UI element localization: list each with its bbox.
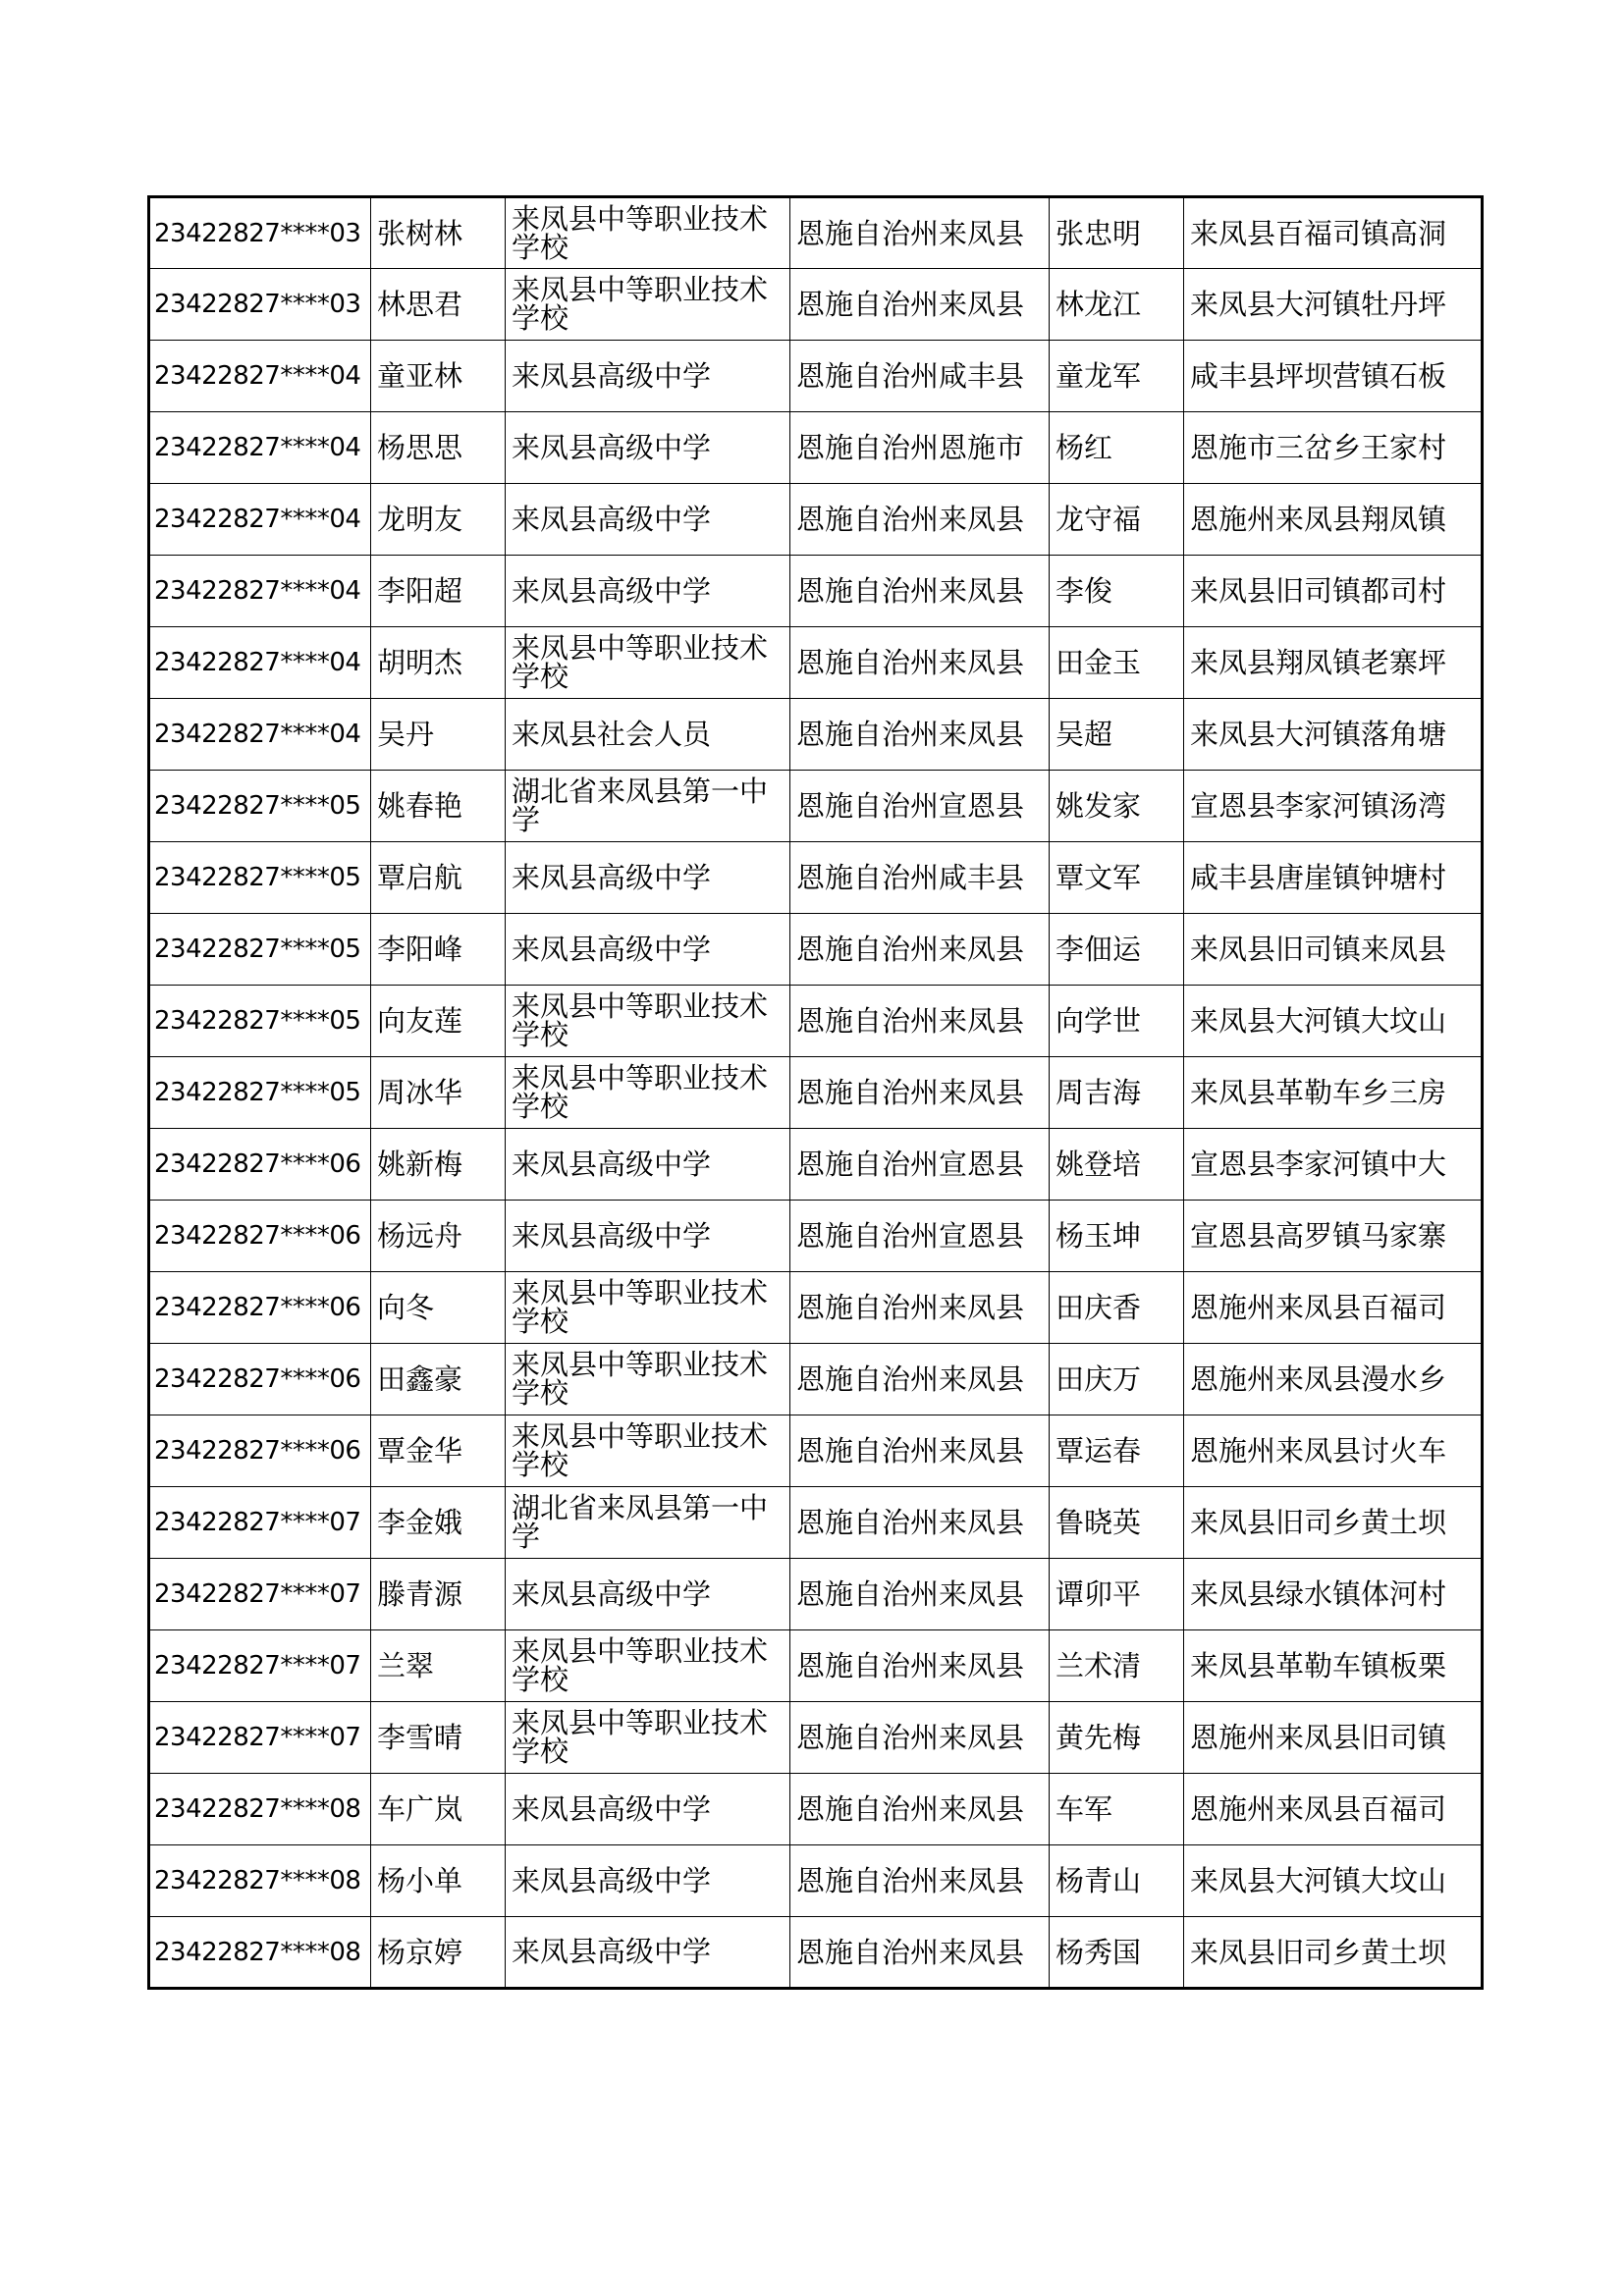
roster-table-body	[149, 197, 1483, 1989]
table-row	[149, 1702, 1483, 1774]
name-cell: 吴丹	[371, 699, 506, 771]
guardian-cell: 李俊	[1050, 556, 1184, 627]
guardian-cell: 吴超	[1050, 699, 1184, 771]
id-number-cell: 23422827****03	[149, 197, 371, 269]
address-cell: 恩施州来凤县旧司镇	[1184, 1702, 1483, 1774]
region-cell: 恩施自治州咸丰县	[790, 341, 1050, 412]
name-cell: 李阳超	[371, 556, 506, 627]
school-cell: 来凤县中等职业技术学校	[506, 986, 790, 1057]
table-row	[149, 1201, 1483, 1272]
address-cell: 来凤县旧司镇都司村	[1184, 556, 1483, 627]
id-number-cell: 23422827****08	[149, 1917, 371, 1989]
table-row	[149, 412, 1483, 484]
school-cell: 来凤县高级中学	[506, 341, 790, 412]
address-cell: 宣恩县李家河镇汤湾	[1184, 771, 1483, 842]
address-cell: 来凤县旧司乡黄土坝	[1184, 1487, 1483, 1559]
id-number-cell: 23422827****08	[149, 1774, 371, 1845]
table-row	[149, 1559, 1483, 1630]
id-number-cell: 23422827****06	[149, 1129, 371, 1201]
school-cell: 来凤县中等职业技术学校	[506, 1702, 790, 1774]
region-cell: 恩施自治州宣恩县	[790, 1129, 1050, 1201]
region-cell: 恩施自治州宣恩县	[790, 771, 1050, 842]
school-cell: 来凤县高级中学	[506, 1201, 790, 1272]
guardian-cell: 姚登培	[1050, 1129, 1184, 1201]
id-number-cell: 23422827****04	[149, 484, 371, 556]
guardian-cell: 杨青山	[1050, 1845, 1184, 1917]
table-row	[149, 1774, 1483, 1845]
region-cell: 恩施自治州来凤县	[790, 1057, 1050, 1129]
table-row	[149, 1845, 1483, 1917]
address-cell: 来凤县翔凤镇老寨坪	[1184, 627, 1483, 699]
id-number-cell: 23422827****07	[149, 1630, 371, 1702]
address-cell: 咸丰县唐崖镇钟塘村	[1184, 842, 1483, 914]
school-cell: 来凤县高级中学	[506, 1559, 790, 1630]
name-cell: 杨小单	[371, 1845, 506, 1917]
guardian-cell: 姚发家	[1050, 771, 1184, 842]
name-cell: 李阳峰	[371, 914, 506, 986]
address-cell: 来凤县旧司镇来凤县	[1184, 914, 1483, 986]
school-cell: 来凤县高级中学	[506, 484, 790, 556]
name-cell: 姚春艳	[371, 771, 506, 842]
region-cell: 恩施自治州来凤县	[790, 1702, 1050, 1774]
guardian-cell: 覃运春	[1050, 1415, 1184, 1487]
table-row	[149, 699, 1483, 771]
region-cell: 恩施自治州来凤县	[790, 627, 1050, 699]
region-cell: 恩施自治州来凤县	[790, 1774, 1050, 1845]
name-cell: 李雪晴	[371, 1702, 506, 1774]
school-cell: 来凤县高级中学	[506, 1129, 790, 1201]
region-cell: 恩施自治州恩施市	[790, 412, 1050, 484]
region-cell: 恩施自治州来凤县	[790, 1415, 1050, 1487]
name-cell: 向友莲	[371, 986, 506, 1057]
roster-table	[147, 195, 1484, 1990]
table-row	[149, 1344, 1483, 1415]
address-cell: 恩施州来凤县百福司	[1184, 1272, 1483, 1344]
address-cell: 来凤县百福司镇高洞	[1184, 197, 1483, 269]
name-cell: 滕青源	[371, 1559, 506, 1630]
region-cell: 恩施自治州来凤县	[790, 556, 1050, 627]
id-number-cell: 23422827****04	[149, 556, 371, 627]
id-number-cell: 23422827****04	[149, 627, 371, 699]
region-cell: 恩施自治州来凤县	[790, 197, 1050, 269]
guardian-cell: 杨红	[1050, 412, 1184, 484]
school-cell: 来凤县中等职业技术学校	[506, 627, 790, 699]
school-cell: 来凤县高级中学	[506, 1774, 790, 1845]
guardian-cell: 田庆万	[1050, 1344, 1184, 1415]
name-cell: 童亚林	[371, 341, 506, 412]
id-number-cell: 23422827****04	[149, 699, 371, 771]
table-row	[149, 1917, 1483, 1989]
table-row	[149, 1415, 1483, 1487]
id-number-cell: 23422827****05	[149, 771, 371, 842]
school-cell: 来凤县中等职业技术学校	[506, 269, 790, 341]
address-cell: 来凤县大河镇大坟山	[1184, 1845, 1483, 1917]
school-cell: 来凤县中等职业技术学校	[506, 1630, 790, 1702]
region-cell: 恩施自治州来凤县	[790, 269, 1050, 341]
table-row	[149, 771, 1483, 842]
guardian-cell: 龙守福	[1050, 484, 1184, 556]
id-number-cell: 23422827****06	[149, 1201, 371, 1272]
table-row	[149, 1630, 1483, 1702]
name-cell: 姚新梅	[371, 1129, 506, 1201]
address-cell: 恩施州来凤县讨火车	[1184, 1415, 1483, 1487]
table-row	[149, 1272, 1483, 1344]
address-cell: 来凤县革勒车乡三房	[1184, 1057, 1483, 1129]
name-cell: 李金娥	[371, 1487, 506, 1559]
table-row	[149, 1057, 1483, 1129]
address-cell: 恩施州来凤县漫水乡	[1184, 1344, 1483, 1415]
school-cell: 来凤县中等职业技术学校	[506, 1057, 790, 1129]
region-cell: 恩施自治州来凤县	[790, 1917, 1050, 1989]
id-number-cell: 23422827****05	[149, 986, 371, 1057]
region-cell: 恩施自治州来凤县	[790, 699, 1050, 771]
table-row	[149, 627, 1483, 699]
name-cell: 龙明友	[371, 484, 506, 556]
address-cell: 来凤县大河镇落角塘	[1184, 699, 1483, 771]
guardian-cell: 林龙江	[1050, 269, 1184, 341]
address-cell: 咸丰县坪坝营镇石板	[1184, 341, 1483, 412]
school-cell: 来凤县高级中学	[506, 842, 790, 914]
region-cell: 恩施自治州来凤县	[790, 1559, 1050, 1630]
table-row	[149, 556, 1483, 627]
name-cell: 杨远舟	[371, 1201, 506, 1272]
id-number-cell: 23422827****05	[149, 1057, 371, 1129]
guardian-cell: 向学世	[1050, 986, 1184, 1057]
school-cell: 来凤县社会人员	[506, 699, 790, 771]
school-cell: 来凤县高级中学	[506, 412, 790, 484]
school-cell: 来凤县高级中学	[506, 1917, 790, 1989]
school-cell: 来凤县高级中学	[506, 914, 790, 986]
address-cell: 宣恩县高罗镇马家寨	[1184, 1201, 1483, 1272]
name-cell: 向冬	[371, 1272, 506, 1344]
id-number-cell: 23422827****07	[149, 1702, 371, 1774]
table-row	[149, 269, 1483, 341]
guardian-cell: 李佃运	[1050, 914, 1184, 986]
name-cell: 周冰华	[371, 1057, 506, 1129]
id-number-cell: 23422827****04	[149, 412, 371, 484]
region-cell: 恩施自治州来凤县	[790, 1845, 1050, 1917]
table-row	[149, 341, 1483, 412]
name-cell: 杨思思	[371, 412, 506, 484]
table-row	[149, 197, 1483, 269]
guardian-cell: 黄先梅	[1050, 1702, 1184, 1774]
address-cell: 恩施市三岔乡王家村	[1184, 412, 1483, 484]
table-row	[149, 1487, 1483, 1559]
table-row	[149, 986, 1483, 1057]
name-cell: 杨京婷	[371, 1917, 506, 1989]
guardian-cell: 杨玉坤	[1050, 1201, 1184, 1272]
id-number-cell: 23422827****04	[149, 341, 371, 412]
name-cell: 林思君	[371, 269, 506, 341]
school-cell: 湖北省来凤县第一中学	[506, 771, 790, 842]
school-cell: 来凤县中等职业技术学校	[506, 1272, 790, 1344]
id-number-cell: 23422827****08	[149, 1845, 371, 1917]
address-cell: 恩施州来凤县百福司	[1184, 1774, 1483, 1845]
region-cell: 恩施自治州来凤县	[790, 986, 1050, 1057]
id-number-cell: 23422827****06	[149, 1344, 371, 1415]
id-number-cell: 23422827****07	[149, 1487, 371, 1559]
region-cell: 恩施自治州来凤县	[790, 914, 1050, 986]
address-cell: 来凤县大河镇牡丹坪	[1184, 269, 1483, 341]
region-cell: 恩施自治州来凤县	[790, 484, 1050, 556]
table-row	[149, 1129, 1483, 1201]
school-cell: 来凤县中等职业技术学校	[506, 197, 790, 269]
guardian-cell: 田金玉	[1050, 627, 1184, 699]
guardian-cell: 田庆香	[1050, 1272, 1184, 1344]
school-cell: 来凤县中等职业技术学校	[506, 1344, 790, 1415]
region-cell: 恩施自治州来凤县	[790, 1344, 1050, 1415]
guardian-cell: 周吉海	[1050, 1057, 1184, 1129]
name-cell: 田鑫豪	[371, 1344, 506, 1415]
name-cell: 车广岚	[371, 1774, 506, 1845]
name-cell: 覃启航	[371, 842, 506, 914]
guardian-cell: 鲁晓英	[1050, 1487, 1184, 1559]
id-number-cell: 23422827****06	[149, 1272, 371, 1344]
address-cell: 恩施州来凤县翔凤镇	[1184, 484, 1483, 556]
region-cell: 恩施自治州来凤县	[790, 1487, 1050, 1559]
id-number-cell: 23422827****05	[149, 842, 371, 914]
school-cell: 来凤县中等职业技术学校	[506, 1415, 790, 1487]
region-cell: 恩施自治州来凤县	[790, 1630, 1050, 1702]
guardian-cell: 车军	[1050, 1774, 1184, 1845]
id-number-cell: 23422827****05	[149, 914, 371, 986]
name-cell: 张树林	[371, 197, 506, 269]
guardian-cell: 张忠明	[1050, 197, 1184, 269]
id-number-cell: 23422827****07	[149, 1559, 371, 1630]
school-cell: 湖北省来凤县第一中学	[506, 1487, 790, 1559]
name-cell: 覃金华	[371, 1415, 506, 1487]
address-cell: 宣恩县李家河镇中大	[1184, 1129, 1483, 1201]
school-cell: 来凤县高级中学	[506, 1845, 790, 1917]
region-cell: 恩施自治州咸丰县	[790, 842, 1050, 914]
table-row	[149, 914, 1483, 986]
region-cell: 恩施自治州来凤县	[790, 1272, 1050, 1344]
guardian-cell: 覃文军	[1050, 842, 1184, 914]
address-cell: 来凤县绿水镇体河村	[1184, 1559, 1483, 1630]
region-cell: 恩施自治州宣恩县	[790, 1201, 1050, 1272]
table-row	[149, 484, 1483, 556]
address-cell: 来凤县旧司乡黄土坝	[1184, 1917, 1483, 1989]
guardian-cell: 谭卯平	[1050, 1559, 1184, 1630]
id-number-cell: 23422827****06	[149, 1415, 371, 1487]
guardian-cell: 杨秀国	[1050, 1917, 1184, 1989]
name-cell: 兰翠	[371, 1630, 506, 1702]
guardian-cell: 兰术清	[1050, 1630, 1184, 1702]
address-cell: 来凤县革勒车镇板栗	[1184, 1630, 1483, 1702]
address-cell: 来凤县大河镇大坟山	[1184, 986, 1483, 1057]
guardian-cell: 童龙军	[1050, 341, 1184, 412]
school-cell: 来凤县高级中学	[506, 556, 790, 627]
id-number-cell: 23422827****03	[149, 269, 371, 341]
name-cell: 胡明杰	[371, 627, 506, 699]
table-row	[149, 842, 1483, 914]
